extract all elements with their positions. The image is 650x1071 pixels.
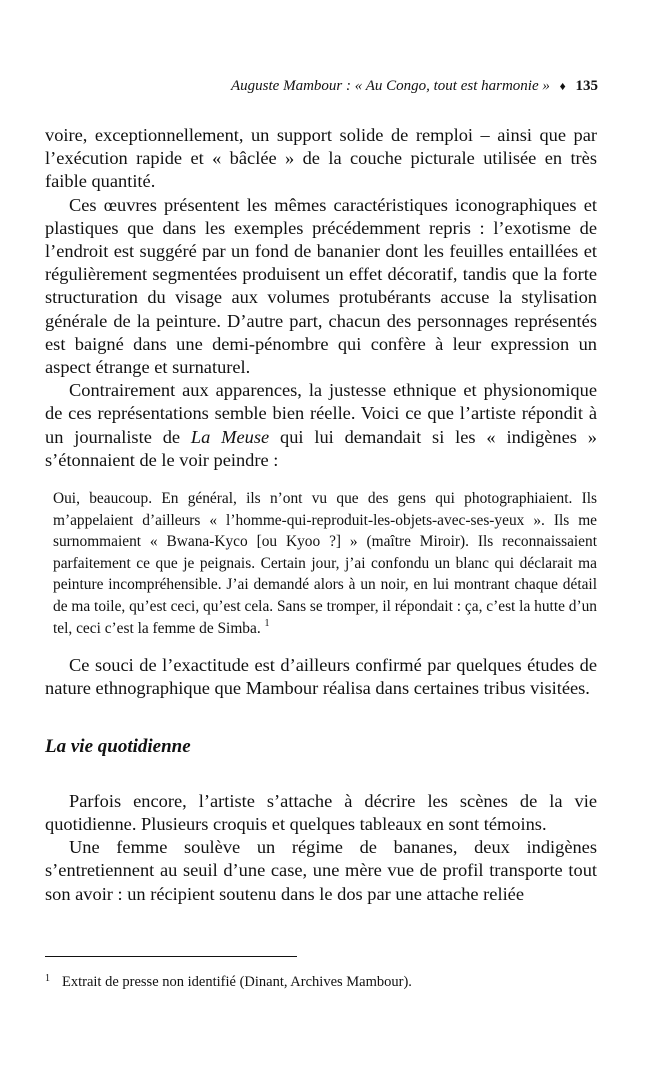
newspaper-title: La Meuse bbox=[190, 426, 270, 447]
quote-text: Oui, beaucoup. En général, ils n’ont vu que des gens qui photographiaient. Ils m’appelaient d’ailleurs « l’homme-qui-reproduit-les-objets-avec-ses-yeux ». Ils me surnommaient « Bwana-Kyco [ou Kyoo ?] » (maître Miroir). Ils reconnaissaient parfaitement ce que je peignais. Certain jour, j’ai confondu un blanc qui déclarait ma peinture incompréhensible. J’ai demandé alors à un noir, en lui montrant chaque détail de ma toile, qu’est ceci, qu’est cela. Sans se tromper, il répondait : ça, c’est la hutte d’un tel, ceci c’est la femme de Simba. bbox=[53, 490, 597, 637]
paragraph-journalist bbox=[45, 379, 597, 472]
paragraph-journalist-before: Contrairement aux apparences, la justesse ethnique et physionomique de ces représentations semble bien réelle. Voici ce que l’artiste répondit à un journaliste de bbox=[45, 380, 597, 447]
footnote-divider bbox=[45, 956, 297, 957]
paragraph-femme: Une femme soulève un régime de bananes, deux indigènes s’entretiennent au seuil d’une case, une mère vue de profil transporte tout son avoir : un récipient soutenu dans le dos par une attache reliée bbox=[45, 837, 597, 904]
paragraph-exactitude: Ce souci de l’exactitude est d’ailleurs confirmé par quelques études de nature ethnographique que Mambour réalisa dans certaines tribus visitées. bbox=[45, 655, 597, 699]
running-title: Auguste Mambour : « Au Congo, tout est harmonie » bbox=[231, 78, 550, 94]
footnote bbox=[45, 970, 605, 991]
diamond-icon: ♦ bbox=[559, 79, 566, 93]
running-head bbox=[231, 78, 598, 95]
page-number: 135 bbox=[575, 78, 598, 94]
block-quote bbox=[53, 488, 597, 639]
section-heading: La vie quotidienne bbox=[45, 735, 191, 757]
paragraph-journalist-after: qui lui demandait si les « indigènes » s’étonnaient de le voir peindre : bbox=[45, 426, 597, 470]
paragraph-oeuvres: Ces œuvres présentent les mêmes caractéristiques iconographiques et plastiques que dans les exemples précédemment repris : l’exotisme de l’endroit est suggéré par un fond de bananier dont les feuilles entaillées et régulièrement segmentées produisent un effet décoratif, tandis que la forte structuration du visage aux volumes protubérants accuse la stylisation générale de la peinture. D’autre part, chacun des personnages représentés est baigné dans une demi-pénombre qui confère à leur expression un aspect étrange et surnaturel. bbox=[45, 194, 597, 378]
footnote-number: 1 bbox=[45, 973, 50, 984]
footnote-text: Extrait de presse non identifié (Dinant, Archives Mambour). bbox=[62, 974, 412, 990]
paragraph-parfois: Parfois encore, l’artiste s’attache à décrire les scènes de la vie quotidienne. Plusieurs croquis et quelques tableaux en sont témoins. bbox=[45, 790, 597, 835]
paragraph-continued: voire, exceptionnellement, un support solide de remploi – ainsi que par l’exécution rapide et « bâclée » de la couche picturale utilisée en très faible quantité. bbox=[45, 125, 597, 192]
page-body bbox=[45, 124, 597, 906]
footnote-reference: 1 bbox=[264, 617, 270, 629]
